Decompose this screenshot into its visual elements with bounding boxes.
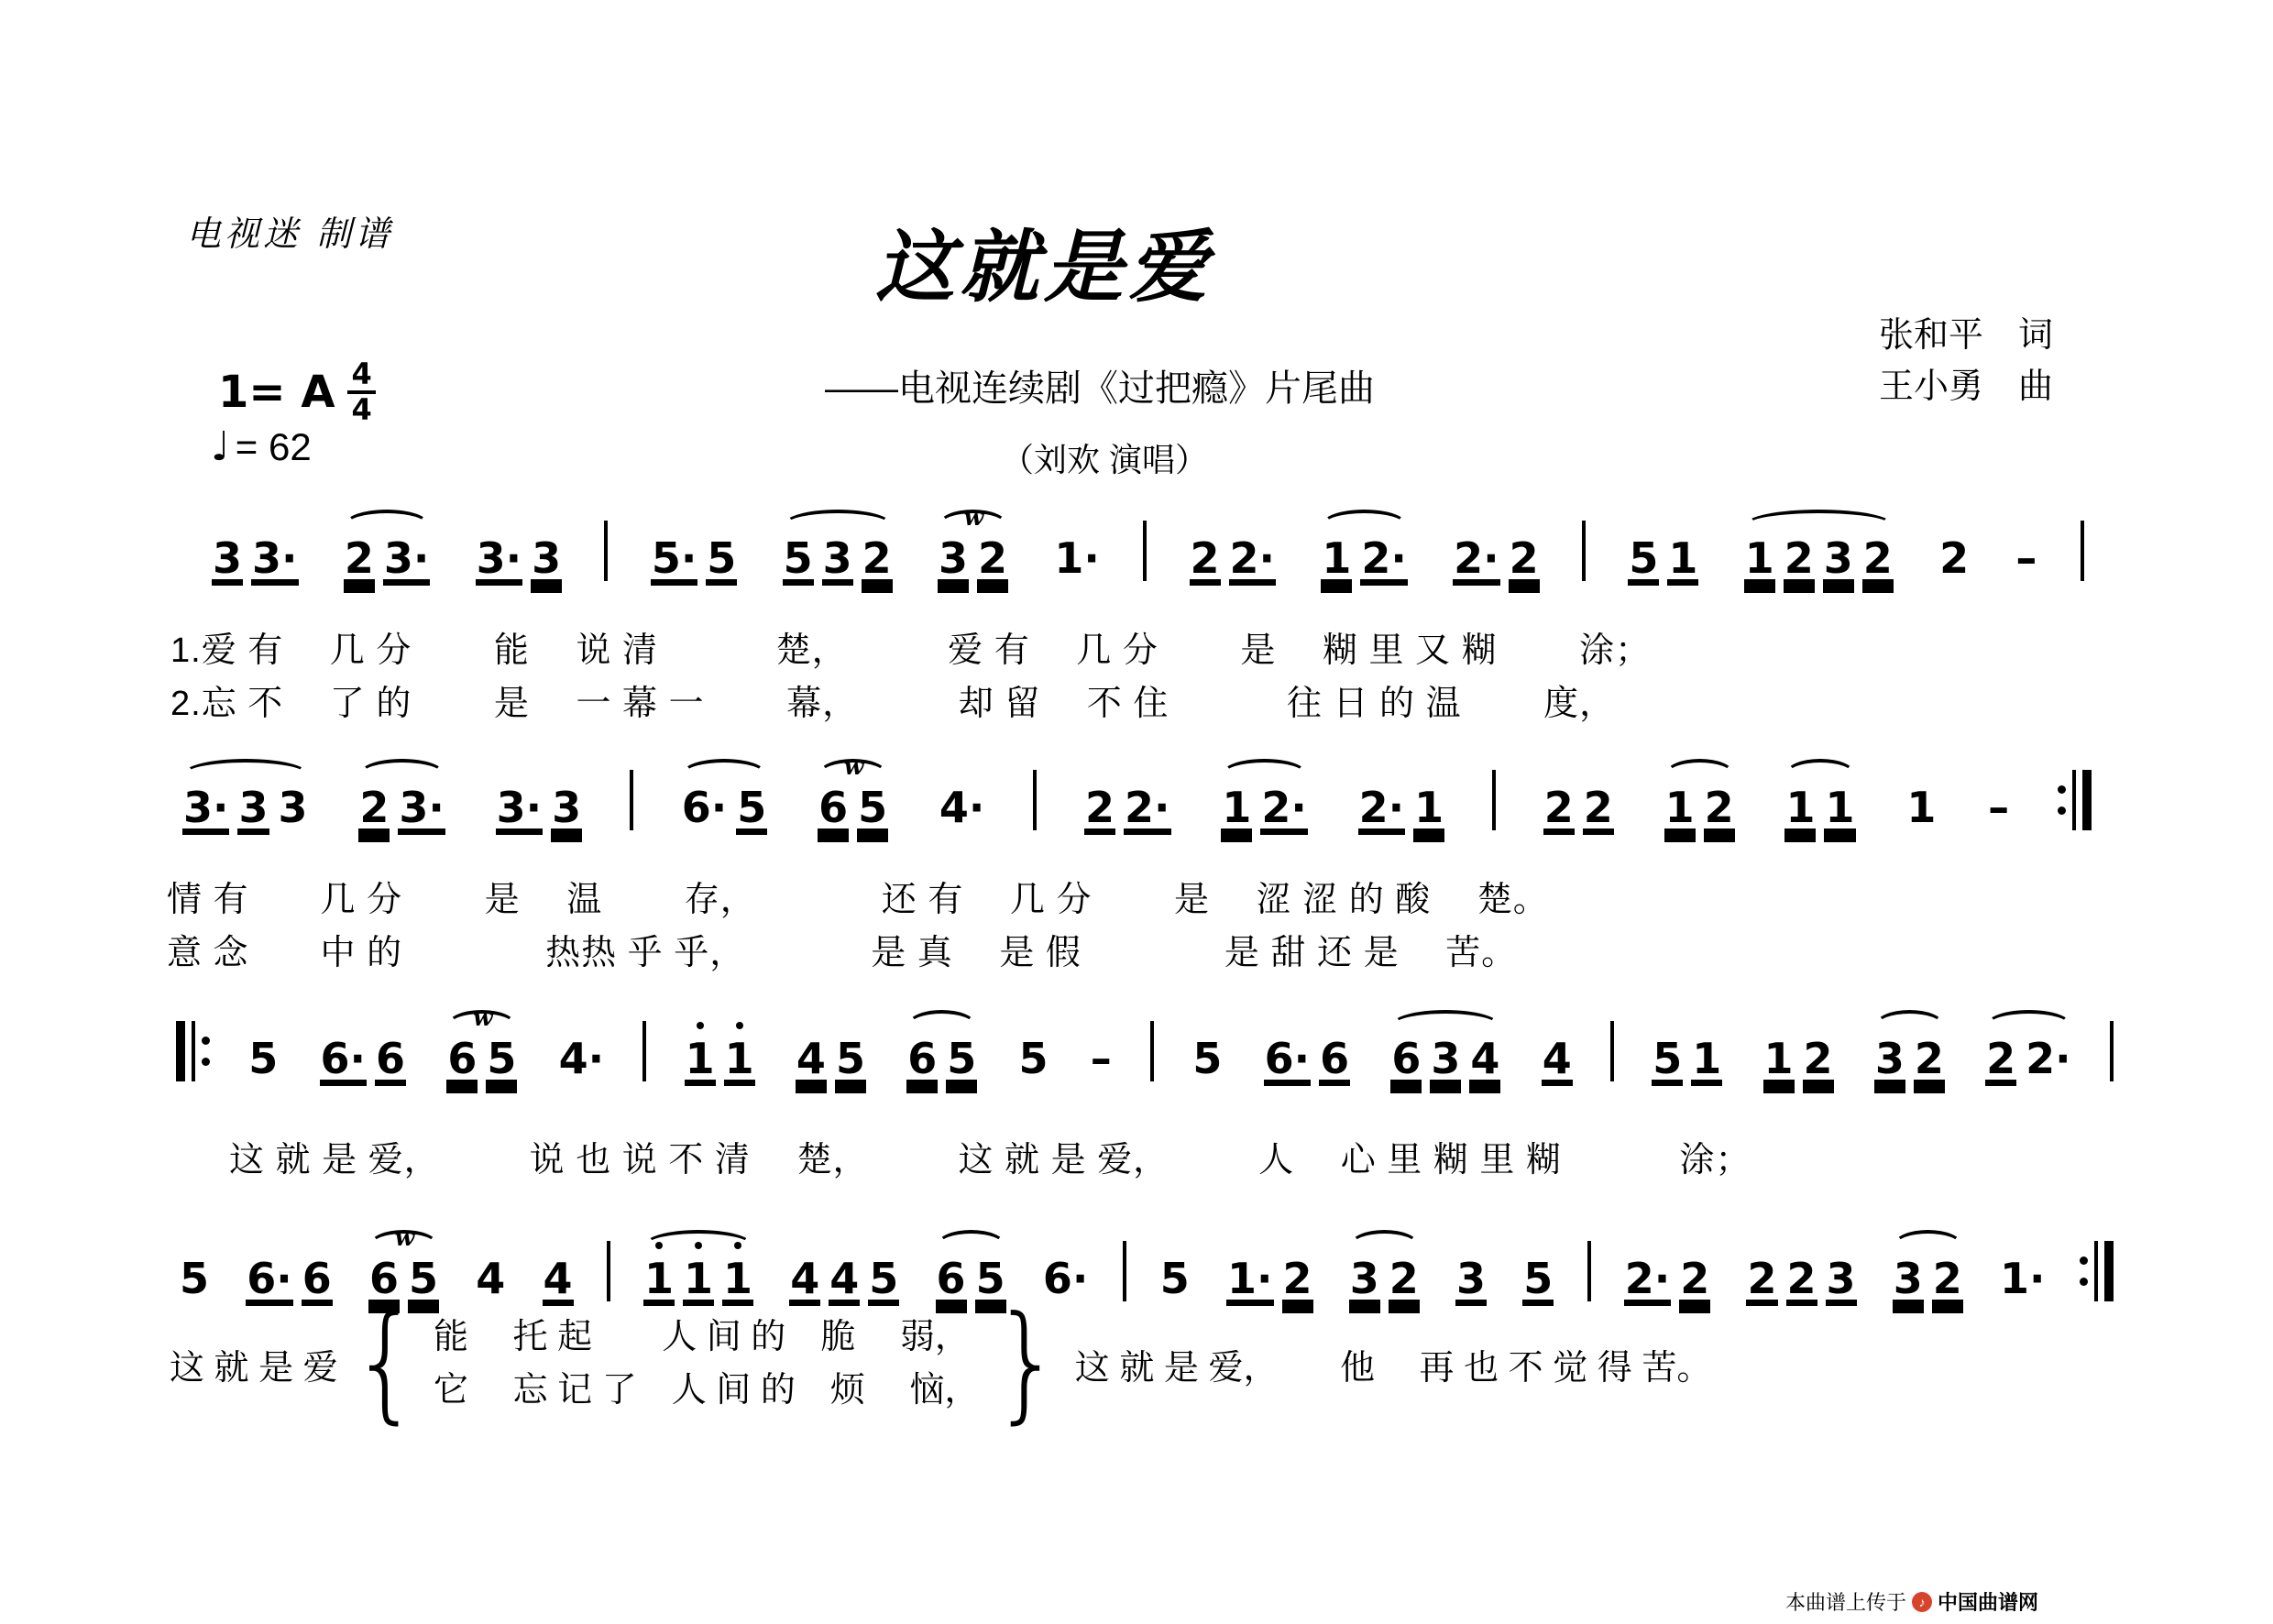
note-token: 1 (724, 1034, 754, 1083)
note-token: 2· (1361, 533, 1407, 583)
slurred-note-group (678, 753, 771, 847)
note-group (1261, 1004, 1354, 1098)
note-group (793, 1004, 869, 1098)
note-group (555, 1004, 608, 1098)
note-token: 2 (1784, 533, 1814, 583)
note-token: 5 (975, 1254, 1005, 1303)
note-token: 2· (1125, 783, 1170, 832)
close-brace: } (992, 1289, 1062, 1437)
barline (642, 1021, 646, 1081)
note-token: 3 (1349, 1254, 1379, 1303)
lyrics-line-2-verse-1: 情 有 几 分 是 温 存， 还 有 几 分 是 涩 涩 的 酸 楚。 (167, 881, 1549, 919)
note-token: 2 (1389, 1254, 1419, 1303)
arranger-credit: 电视迷 制谱 (186, 214, 394, 254)
note-token: 2· (2026, 1034, 2071, 1083)
note-token: 3 (278, 783, 308, 832)
note-token: 3· (252, 533, 298, 583)
note-token: 1 (1222, 783, 1252, 832)
note-token: 2 (978, 533, 1008, 583)
note-token: 3 (552, 783, 582, 832)
note-group (648, 504, 741, 598)
note-token: 6 (1320, 1034, 1350, 1083)
note-token: 5 (737, 783, 767, 832)
note-token: 5 (1653, 1034, 1683, 1083)
note-token: 5 (1159, 1254, 1190, 1303)
open-brace: { (350, 1289, 422, 1437)
note-token: 4 (543, 1254, 573, 1303)
note-token: 6 (376, 1034, 406, 1083)
note-token: 5 (487, 1034, 517, 1083)
note-token: 2 (1939, 533, 1970, 583)
note-group (2012, 504, 2040, 598)
barline (1492, 770, 1496, 830)
note-token: 3 (213, 533, 243, 583)
note-token: 4· (939, 783, 985, 832)
barline (1150, 1021, 1154, 1081)
note-group (682, 1004, 758, 1098)
site-logo-icon: ♪ (1912, 1592, 1932, 1612)
note-group (1157, 1224, 1193, 1318)
note-token: 4· (558, 1034, 605, 1083)
slurred-note-group (444, 1004, 520, 1098)
repeat-end-barline (2058, 770, 2092, 830)
note-token: 2· (1454, 533, 1499, 583)
note-token: 2 (1986, 1034, 2016, 1083)
barline (1143, 521, 1147, 581)
note-token: 6 (302, 1254, 332, 1303)
note-token: 1 (1692, 1034, 1722, 1083)
note-group (1450, 504, 1543, 598)
note-token: 5 (783, 533, 813, 583)
note-group (1936, 504, 1972, 598)
lyrics-line-2-verse-2: 意 念 中 的 热热 乎 乎， 是 真 是 假 是 甜 还 是 苦。 (167, 934, 1518, 972)
note-token: 3· (476, 533, 522, 583)
slurred-note-group (356, 753, 448, 847)
note-group (493, 753, 586, 847)
note-group (1649, 1004, 1725, 1098)
dash-note: – (1090, 1034, 1112, 1083)
slurred-note-group (815, 753, 891, 847)
notes-line-3 (176, 1004, 2114, 1098)
note-token: 6 (907, 1034, 938, 1083)
note-token: 2· (1261, 783, 1307, 832)
note-token: 3 (532, 533, 562, 583)
note-token: 5 (180, 1254, 210, 1303)
repeat-end-barline (2080, 1241, 2114, 1301)
note-token: 1 (1785, 783, 1816, 832)
dash-note: – (2015, 533, 2037, 583)
note-token: 4 (1470, 1034, 1500, 1083)
watermark-site-name: 中国曲谱网 (1938, 1591, 2039, 1614)
tempo-marking (211, 423, 312, 470)
note-token: 5 (707, 533, 737, 583)
note-token: 1 (723, 1254, 753, 1303)
note-group (1453, 1224, 1489, 1318)
note-token: 6 (368, 1254, 399, 1303)
note-token: 5 (1629, 533, 1659, 583)
slurred-note-group (641, 1224, 756, 1318)
note-token: 3 (238, 783, 269, 832)
note-token: 2 (1862, 533, 1893, 583)
watermark (1785, 1587, 2038, 1616)
note-group (473, 504, 566, 598)
note-token: 3· (183, 783, 229, 832)
notes-line-4 (176, 1224, 2114, 1318)
note-token: 3· (399, 783, 445, 832)
note-token: 6· (681, 783, 728, 832)
note-token: 2 (1190, 533, 1220, 583)
note-group (1520, 1224, 1556, 1318)
note-token: 2 (1509, 533, 1539, 583)
note-token: 3 (1823, 533, 1853, 583)
slurred-note-group (1346, 1224, 1422, 1318)
lyrics-line-4-post: 这 就 是 爱， 他 再 也 不 觉 得 苦。 (1074, 1348, 1712, 1388)
slurred-note-group (1318, 504, 1411, 598)
note-token: 4 (790, 1254, 820, 1303)
note-token: 1· (2000, 1254, 2046, 1303)
slurred-note-group (1782, 753, 1858, 847)
slurred-note-group (1388, 1004, 1503, 1098)
note-group (1082, 753, 1174, 847)
note-token: 2 (862, 533, 892, 583)
note-token: 5 (1018, 1034, 1049, 1083)
quarter-note-icon: ♩ (211, 423, 230, 470)
barline (1587, 1241, 1591, 1301)
note-token: 5· (651, 533, 697, 583)
note-token: 3 (1874, 1034, 1905, 1083)
barline (1033, 770, 1037, 830)
slurred-note-group (1890, 1224, 1966, 1318)
note-token: 6 (936, 1254, 966, 1303)
note-token: 1 (1763, 1034, 1794, 1083)
lyrics-line-3: 这 就 是 爱， 说 也 说 不 清 楚， 这 就 是 爱， 人 心 里 糊 里 糊 涂； (229, 1141, 1751, 1180)
note-token: 2 (359, 783, 390, 832)
note-token: 5 (947, 1034, 977, 1083)
barline (630, 770, 633, 830)
note-token: 6· (1042, 1254, 1089, 1303)
barline (1123, 1241, 1126, 1301)
time-signature-top: 4 (347, 359, 375, 394)
note-group (1356, 753, 1448, 847)
lyrics-line-4-alternatives (434, 1315, 979, 1412)
note-group (176, 1224, 213, 1318)
slurred-note-group (341, 504, 434, 598)
mordent-ornament-icon: w (394, 1224, 413, 1251)
note-group (1743, 1224, 1859, 1318)
note-token: 4 (1542, 1034, 1572, 1083)
lyrics-line-4-pre: 这 就 是 爱 (170, 1348, 338, 1388)
note-group (936, 753, 988, 847)
note-token: 4 (829, 1254, 860, 1303)
note-token: 3· (496, 783, 543, 832)
note-group (1224, 1224, 1316, 1318)
note-group (243, 1224, 335, 1318)
note-token: 3 (1826, 1254, 1856, 1303)
note-token: 5 (1192, 1034, 1223, 1083)
song-title: 这就是爱 (875, 221, 1213, 313)
slurred-note-group (780, 504, 895, 598)
note-token: 6 (447, 1034, 478, 1083)
time-signature-bottom: 4 (351, 391, 372, 427)
lyricist-credit: 张和平 词 (1878, 316, 2053, 355)
note-token: 4 (796, 1034, 826, 1083)
repeat-begin-barline (176, 1021, 210, 1081)
mordent-ornament-icon: w (843, 753, 862, 780)
lyrics-line-1-verse-2: 2.忘 不 了 的 是 一 幕 一 幕， 却 留 不 住 往 日 的 温 度， (170, 685, 1616, 723)
note-token: 2 (1914, 1034, 1944, 1083)
watermark-prefix: 本曲谱上传于 (1785, 1591, 1907, 1614)
note-token: 2 (1583, 783, 1613, 832)
note-token: 1 (685, 1034, 715, 1083)
note-group (1621, 1224, 1714, 1318)
note-token: 2 (1680, 1254, 1710, 1303)
note-group (1016, 1004, 1052, 1098)
slurred-note-group (1741, 504, 1896, 598)
note-group (540, 1224, 576, 1318)
note-token: 2 (1282, 1254, 1312, 1303)
note-group (1189, 1004, 1225, 1098)
note-group (786, 1224, 902, 1318)
barline (1582, 521, 1586, 581)
barline (1610, 1021, 1614, 1081)
note-token: 5 (858, 783, 888, 832)
note-token: 1 (1668, 533, 1698, 583)
note-group (1541, 753, 1617, 847)
note-token: 5 (248, 1034, 279, 1083)
note-token: 3 (1431, 1034, 1461, 1083)
key-signature (218, 357, 376, 427)
tempo-value: = 62 (235, 424, 312, 468)
note-group (209, 504, 302, 598)
note-token: 1 (643, 1254, 674, 1303)
note-token: 2 (1543, 783, 1574, 832)
note-token: 6· (247, 1254, 292, 1303)
song-subtitle: ——电视连续剧《过把瘾》片尾曲 (825, 368, 1375, 409)
note-group (1761, 1004, 1837, 1098)
lyrics-line-4-upper: 能 托 起 人 间 的 脆 弱， (434, 1318, 970, 1356)
note-token: 2 (1747, 1254, 1777, 1303)
note-token: 6 (818, 783, 849, 832)
note-group (1539, 1004, 1576, 1098)
note-token: 5 (409, 1254, 439, 1303)
note-token: 2· (1358, 783, 1405, 832)
barline (2110, 1021, 2114, 1081)
note-group (317, 1004, 410, 1098)
barline (607, 1241, 610, 1301)
note-token: 2 (1786, 1254, 1817, 1303)
note-token: 3 (1456, 1254, 1487, 1303)
note-group (1903, 753, 1939, 847)
note-token: 1 (684, 1254, 714, 1303)
note-group (245, 1004, 281, 1098)
slurred-note-group (1872, 1004, 1948, 1098)
note-token: 3 (1893, 1254, 1923, 1303)
slurred-note-group (1218, 753, 1311, 847)
note-token: 3 (822, 533, 852, 583)
barline (604, 521, 608, 581)
slurred-note-group (935, 504, 1011, 598)
note-token: 2· (1229, 533, 1276, 583)
note-token: 1 (1414, 783, 1444, 832)
note-token: 4 (476, 1254, 506, 1303)
note-token: 3 (939, 533, 969, 583)
key-label: 1= A (218, 366, 335, 418)
slurred-note-group (1982, 1004, 2075, 1098)
note-token: 2 (344, 533, 374, 583)
note-token: 5 (835, 1034, 865, 1083)
note-token: 1 (1744, 533, 1774, 583)
note-token: 2 (1085, 783, 1115, 832)
note-token: 1 (1906, 783, 1937, 832)
note-group (1087, 1004, 1115, 1098)
note-token: 1 (1825, 783, 1855, 832)
note-group (1050, 504, 1103, 598)
lyrics-line-4 (170, 1289, 1712, 1437)
note-group (1187, 504, 1279, 598)
composer-credit: 王小勇 曲 (1878, 368, 2053, 406)
note-token: 1· (1227, 1254, 1273, 1303)
mordent-ornament-icon: w (473, 1004, 491, 1031)
note-token: 2· (1624, 1254, 1671, 1303)
note-token: 5 (1523, 1254, 1554, 1303)
note-token: 1 (1322, 533, 1352, 583)
note-token: 6· (1264, 1034, 1311, 1083)
note-token: 5 (869, 1254, 899, 1303)
performer-credit: （刘欢 演唱） (1001, 441, 1209, 478)
slurred-note-group (180, 753, 312, 847)
note-token: 3· (383, 533, 430, 583)
note-token: 2 (1704, 783, 1734, 832)
time-signature (347, 357, 375, 427)
note-token: 2 (1803, 1034, 1833, 1083)
mordent-ornament-icon: w (963, 504, 983, 531)
notes-line-1 (209, 504, 2084, 598)
credits-block (1861, 310, 2053, 412)
note-token: 1· (1054, 533, 1100, 583)
note-group (1984, 753, 2013, 847)
dash-note: – (1988, 783, 2010, 832)
barline (2081, 521, 2084, 581)
note-group (1996, 1224, 2048, 1318)
note-token: 6 (1391, 1034, 1422, 1083)
note-group (472, 1224, 509, 1318)
lyrics-line-1-verse-1: 1.爱 有 几 分 能 说 清 楚， 爱 有 几 分 是 糊 里 又 糊 涂； (170, 631, 1652, 670)
lyrics-line-4-lower: 它 忘 记 了 人 间 的 烦 恼， (434, 1371, 980, 1410)
slurred-note-group (1662, 753, 1738, 847)
slurred-note-group (904, 1004, 980, 1098)
notes-line-2 (180, 753, 2092, 847)
note-token: 1 (1664, 783, 1695, 832)
note-token: 6· (320, 1034, 367, 1083)
note-token: 2 (1932, 1254, 1962, 1303)
note-group (1625, 504, 1701, 598)
